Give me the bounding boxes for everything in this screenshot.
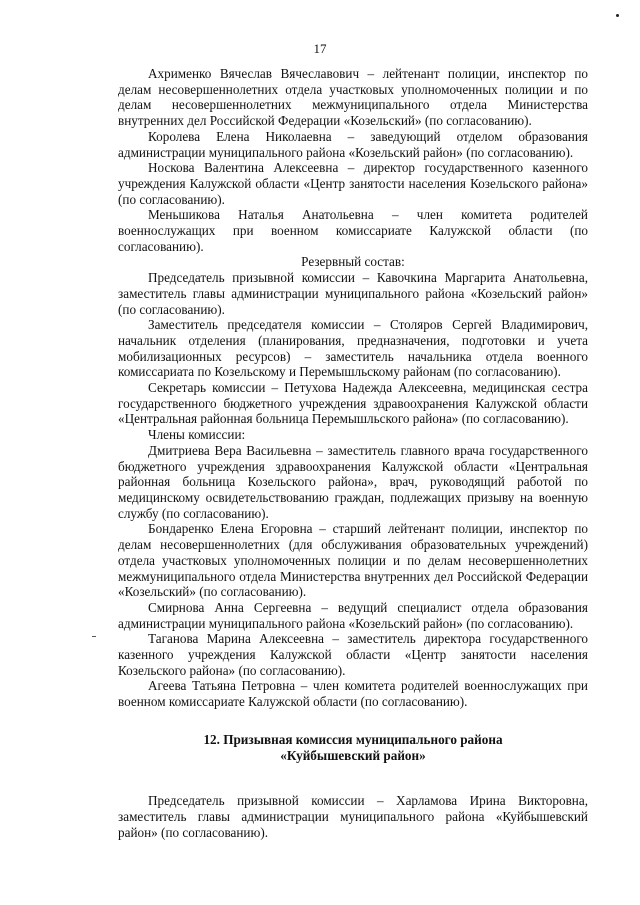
paragraph-taganova: Таганова Марина Алексеевна – заместитель директора государственного казенного учреждения Калужской области «Центр занятости населения Козельского района» (по согласованию). [118, 631, 588, 678]
section-heading-line2: «Куйбышевский район» [280, 747, 426, 763]
page-number: 17 [313, 41, 327, 56]
paragraph-reserve-chairman: Председатель призывной комиссии – Кавочкина Маргарита Анатольевна, заместитель главы администрации муниципального района «Козельский район» (по согласованию). [118, 270, 588, 317]
paragraph-members-label: Члены комиссии: [148, 427, 246, 443]
document-body [118, 66, 588, 840]
paragraph-reserve-secretary: Секретарь комиссии – Петухова Надежда Алексеевна, медицинская сестра государственного бюджетного учреждения здравоохранения Калужской области «Центральная районная больница Перемышльского района» (по согласованию). [118, 380, 588, 427]
reserve-heading: Резервный состав: [301, 254, 405, 270]
paragraph-reserve-deputy: Заместитель председателя комиссии – Столяров Сергей Владимирович, начальник отделения (планирования, предназначения, подготовки и учета мобилизационных ресурсов) – заместитель начальника отдела военного комиссариата по Козельскому и Перемышльскому районам (по согласованию). [118, 317, 588, 380]
paragraph-dmitrieva: Дмитриева Вера Васильевна – заместитель главного врача государственного бюджетного учреждения здравоохранения Калужской области «Центральная районная больница Козельского района», врач, руководящий работой по медицинскому освидетельствованию граждан, подлежащих призыву на военную службу (по согласованию). [118, 442, 588, 521]
paragraph-akhrimenko: Ахрименко Вячеслав Вячеславович – лейтенант полиции, инспектор по делам несовершеннолетних отдела участковых уполномоченных полиции и по делам несовершеннолетних межмуниципального отдела Министерства внутренних дел Российской Федерации «Козельский» (по согласованию). [118, 66, 588, 129]
paragraph-smirnova: Смирнова Анна Сергеевна – ведущий специалист отдела образования администрации муниципального района «Козельский район» (по согласованию). [118, 599, 588, 631]
section-heading [118, 732, 588, 763]
paragraph-noskova: Носкова Валентина Алексеевна – директор государственного казенного учреждения Калужской области «Центр занятости населения Козельского района» (по согласованию). [118, 160, 588, 207]
paragraph-ageeva: Агеева Татьяна Петровна – член комитета родителей военнослужащих при военном комиссариате Калужской области (по согласованию). [118, 678, 588, 710]
paragraph-bondarenko: Бондаренко Елена Егоровна – старший лейтенант полиции, инспектор по делам несовершеннолетних (для обслуживания образовательных учреждений) отдела участковых уполномоченных полиции и по делам несовершеннолетних межмуниципального отдела Министерства внутренних дел Российской Федерации «Козельский» (по согласованию). [118, 521, 588, 600]
scan-speck [616, 14, 619, 17]
section-heading-line1: 12. Призывная комиссия муниципального района [203, 731, 503, 747]
scan-mark [92, 636, 96, 637]
paragraph-kharlamova: Председатель призывной комиссии – Харламова Ирина Викторовна, заместитель главы администрации муниципального района «Куйбышевский район» (по согласованию). [118, 793, 588, 840]
paragraph-koroleva: Королева Елена Николаевна – заведующий отделом образования администрации муниципального района «Козельский район» (по согласованию). [118, 128, 588, 160]
paragraph-menshikova: Меньшикова Наталья Анатольевна – член комитета родителей военнослужащих при военном комиссариате Калужской области (по согласованию). [118, 207, 588, 254]
